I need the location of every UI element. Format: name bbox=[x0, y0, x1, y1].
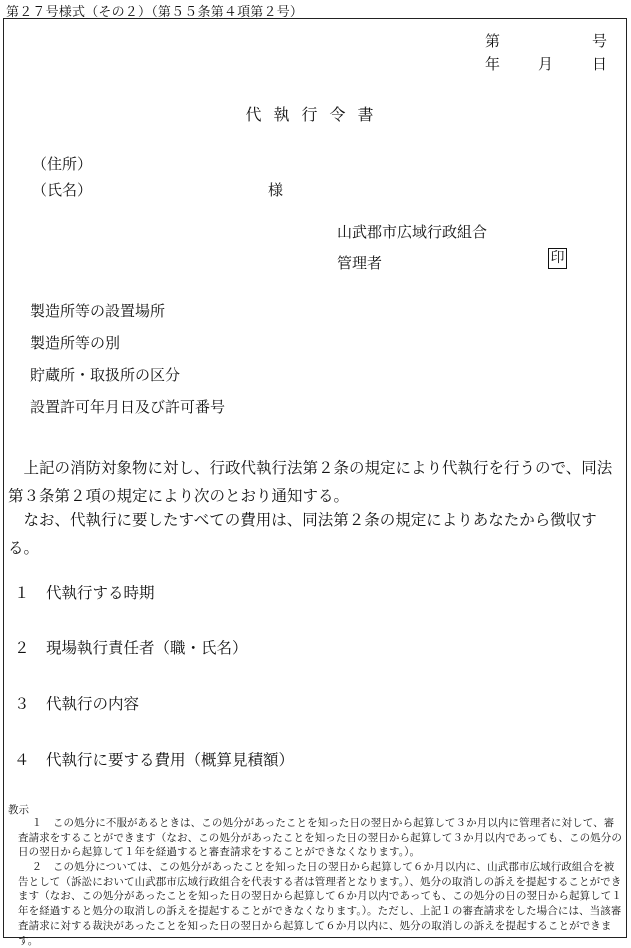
item-1-number: １ bbox=[14, 584, 30, 602]
facility-field-category: 貯蔵所・取扱所の区分 bbox=[30, 366, 181, 384]
date-day: 日 bbox=[592, 55, 608, 73]
honorific: 様 bbox=[268, 181, 284, 199]
item-3-text: 代執行の内容 bbox=[46, 695, 140, 713]
item-3-number: ３ bbox=[14, 695, 30, 713]
form-label: 第２７号様式（その２）（第５５条第４項第２号） bbox=[6, 5, 304, 20]
body-paragraph-1: 上記の消防対象物に対し、行政代執行法第２条の規定により代執行を行うので、同法第３条第２項の規定により次のとおり通知する。 bbox=[8, 459, 613, 505]
address-label: （住所） bbox=[32, 155, 93, 173]
issuer-role: 管理者 bbox=[337, 254, 383, 272]
note-1: １ この処分に不服があるときは、この処分があったことを知った日の翌日から起算して３か月以内に管理者に対して、審査請求をすることができます（なお、この処分があったことを知った日の翌日から起算して３か月以内であっても、この処分の日の翌日から起算して１年を経過すると審査請求をすることができなくなります。）。 bbox=[18, 817, 622, 859]
body-paragraph-2: なお、代執行に要したすべての費用は、同法第２条の規定によりあなたから徴収する。 bbox=[8, 511, 597, 557]
issuer-organization: 山武郡市広域行政組合 bbox=[337, 223, 488, 241]
item-2-number: ２ bbox=[14, 639, 30, 657]
item-4-number: ４ bbox=[14, 751, 30, 769]
number-suffix: 号 bbox=[592, 32, 608, 50]
seal-mark: 印 bbox=[548, 248, 567, 269]
item-1-text: 代執行する時期 bbox=[46, 584, 155, 602]
document-title: 代執行令書 bbox=[245, 105, 386, 124]
name-label: （氏名） bbox=[32, 181, 93, 199]
note-2: ２ この処分については、この処分があったことを知った日の翌日から起算して６か月以内に、山武郡市広域行政組合を被告として（訴訟において山武郡市広域行政組合を代表する者は管理者となります。）、処分の取消しの訴えを提起することができます（なお、この処分があったことを知った日の翌日から起算して６か月以内であっても、この処分の日の翌日から起算して１年を経過すると処分の取消しの訴えを提起することができなくなります。）。ただし、上記１の審査請求をした場合には、当該審査請求に対する裁決があったことを知った日の翌日から起算して６か月以内に、処分の取消しの訴えを提起することができます。 bbox=[18, 861, 622, 947]
date-month: 月 bbox=[538, 55, 554, 73]
date-year: 年 bbox=[485, 55, 501, 73]
facility-field-type: 製造所等の別 bbox=[30, 334, 121, 352]
facility-field-location: 製造所等の設置場所 bbox=[30, 302, 166, 320]
number-prefix: 第 bbox=[485, 32, 501, 50]
item-4-text: 代執行に要する費用（概算見積額） bbox=[46, 751, 295, 769]
item-2-text: 現場執行責任者（職・氏名） bbox=[46, 639, 248, 657]
facility-field-permit: 設置許可年月日及び許可番号 bbox=[30, 398, 226, 416]
notes-heading: 教示 bbox=[8, 804, 29, 816]
